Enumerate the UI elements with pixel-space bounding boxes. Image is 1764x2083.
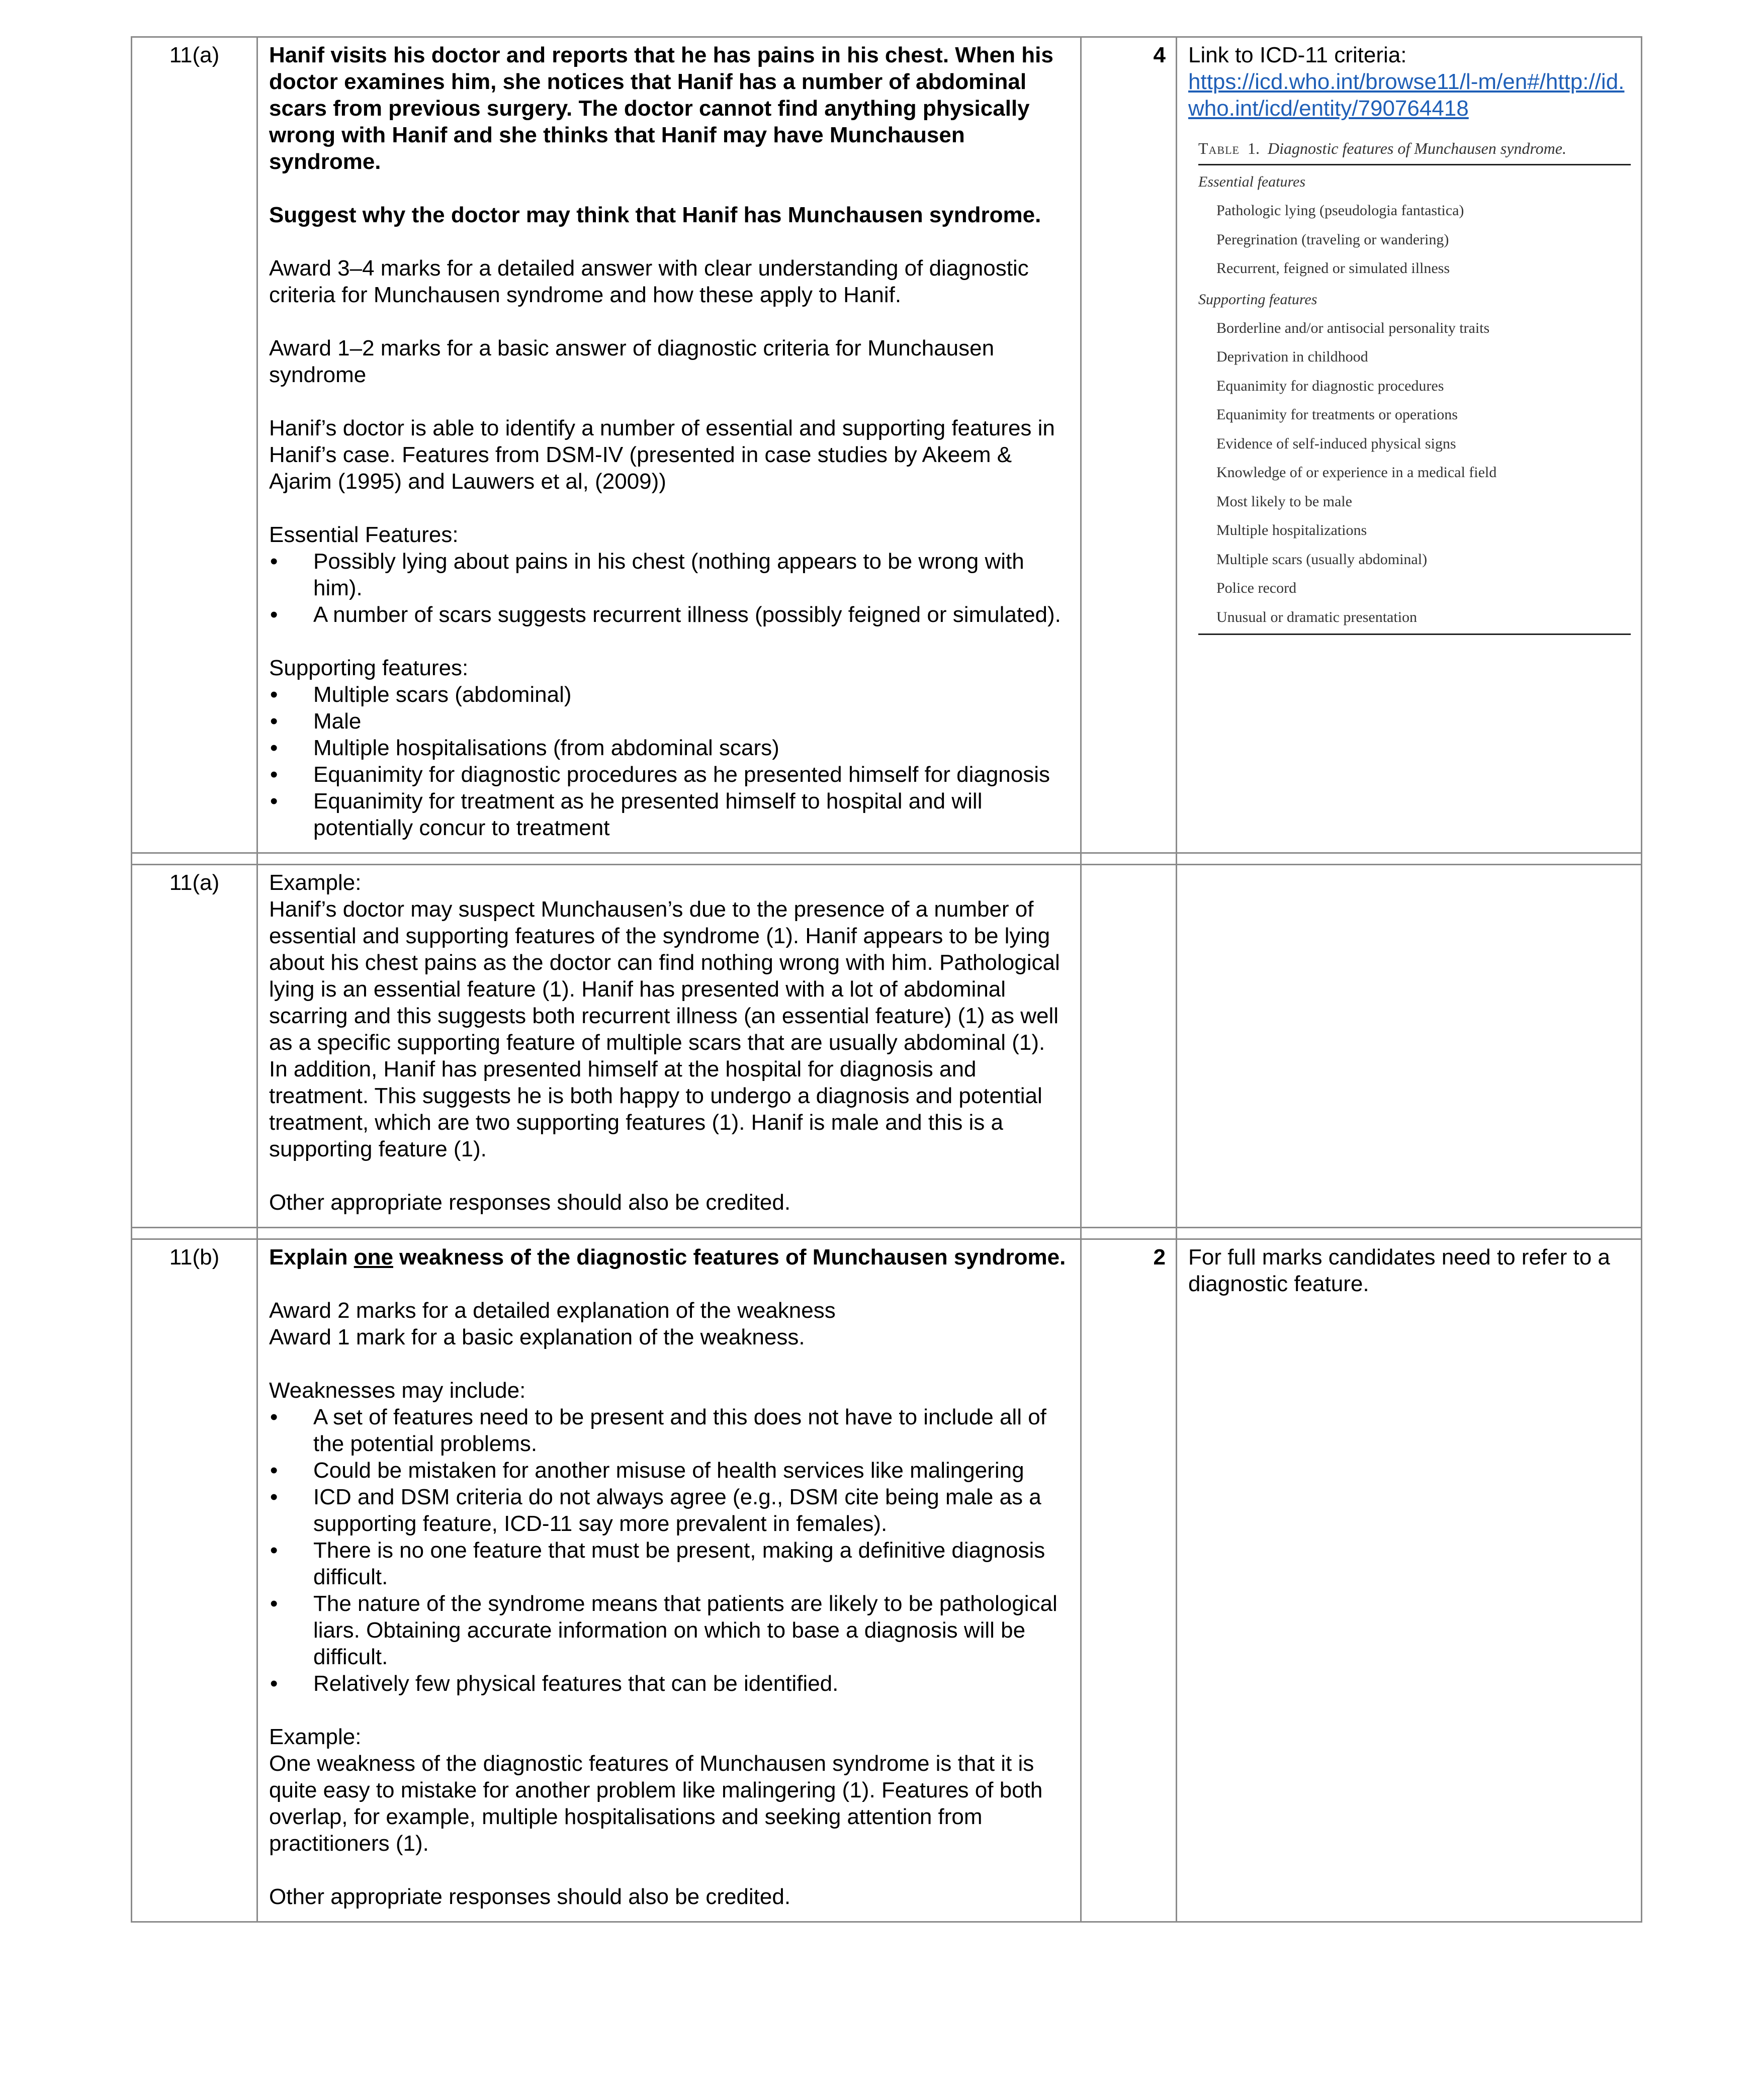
diag-item: Recurrent, feigned or simulated illness [1216,260,1450,277]
question-prompt [269,1244,1069,1271]
list-item: • Multiple hospitalisations (from abdominal scars) [269,735,1069,761]
list-item: • Relatively few physical features that can be identified. [269,1670,1069,1697]
essential-heading: Essential Features: [269,522,459,547]
diag-item: Evidence of self-induced physical signs [1216,435,1456,452]
other-responses: Other appropriate responses should also be credited. [269,1884,791,1909]
intro-text: Hanif’s doctor is able to identify a number of essential and supporting features in Hanif’s case. Features from DSM-IV (presented in case studies by Akeem & Ajarim (1995) and Lauwers et al, (2009)) [269,416,1055,494]
list-item: • Male [269,708,1069,735]
answer-cell [256,865,1080,1227]
guidance-cell [1176,865,1642,1227]
diag-item: Equanimity for treatments or operations [1216,406,1458,423]
diag-item: Knowledge of or experience in a medical field [1216,464,1497,481]
list-item: • A number of scars suggests recurrent illness (possibly feigned or simulated). [269,601,1069,628]
diag-item: Multiple hospitalizations [1216,522,1367,538]
guidance-label: Link to ICD-11 criteria: [1188,43,1407,67]
list-item: • Multiple scars (abdominal) [269,681,1069,708]
diag-table-rule [1198,633,1631,635]
row-separator [131,852,1642,865]
table-row [131,1240,1642,1923]
diag-item: Unusual or dramatic presentation [1216,608,1418,625]
question-number: 11(a) [131,36,256,852]
weaknesses-list [269,1404,1069,1697]
diag-item: Police record [1216,580,1297,596]
list-item: • Possibly lying about pains in his chest (nothing appears to be wrong with him). [269,548,1069,601]
list-item: • Could be mistaken for another misuse of health services like malingering [269,1457,1069,1484]
diagnostic-features-table [1198,138,1631,635]
other-responses: Other appropriate responses should also be credited. [269,1190,791,1215]
question-number: 11(a) [131,865,256,1227]
row-separator [131,1227,1642,1240]
award-low: Award 1 mark for a basic explanation of the weakness. [269,1325,805,1349]
example-text: Hanif’s doctor may suspect Munchausen’s due to the presence of a number of essential and supporting features of the syndrome (1). Hanif appears to be lying about his chest pains as the doctor can find nothing wrong with him. Pathological lying is an essential feature (1). Hanif has presented with a lot of abdominal scarring and this suggests both recurrent illness (an essential feature) (1) as well as a specific supporting feature of multiple scars that are usually abdominal (1). In addition, Hanif has presented himself at the hospital for diagnosis and treatment. This suggests he is both happy to undergo a diagnosis and potential treatment, which are two supporting features (1). Hanif is male and this is a supporting feature (1). [269,897,1060,1161]
marks-cell [1080,865,1176,1227]
diag-table-label: Table [1198,139,1240,157]
question-number: 11(b) [131,1240,256,1923]
diag-table-caption: Diagnostic features of Munchausen syndrome. [1268,139,1566,157]
essential-list [269,548,1069,628]
example-heading: Example: [269,870,362,895]
mark-scheme-table [131,36,1642,1923]
diag-item: Deprivation in childhood [1216,348,1368,365]
list-item: • A set of features need to be present and this does not have to include all of the potential problems. [269,1404,1069,1457]
example-text: One weakness of the diagnostic features of Munchausen syndrome is that it is quite easy to mistake for another problem like malingering (1). Features of both overlap, for example, multiple hospitalisations and seeking attention from practitioners (1). [269,1751,1043,1856]
list-item: • Equanimity for diagnostic procedures as he presented himself for diagnosis [269,761,1069,788]
diag-item: Peregrination (traveling or wandering) [1216,231,1449,248]
answer-cell [256,1240,1080,1923]
list-item: • Equanimity for treatment as he presented himself to hospital and will potentially concur to treatment [269,788,1069,841]
prompt-part: Explain [269,1245,354,1270]
award-high: Award 3–4 marks for a detailed answer with clear understanding of diagnostic criteria for Munchausen syndrome and how these apply to Hanif. [269,256,1029,307]
award-low: Award 1–2 marks for a basic answer of diagnostic criteria for Munchausen syndrome [269,336,995,387]
table-row [131,36,1642,852]
award-high: Award 2 marks for a detailed explanation of the weakness [269,1298,836,1323]
prompt-part: weakness of the diagnostic features of Munchausen syndrome. [393,1245,1066,1270]
list-item: • The nature of the syndrome means that patients are likely to be pathological liars. Obtaining accurate information on which to base a diagnosis will be difficult. [269,1590,1069,1670]
diag-item: Multiple scars (usually abdominal) [1216,551,1428,568]
diag-table-number: 1. [1248,139,1260,157]
diag-item: Pathologic lying (pseudologia fantastica) [1216,202,1464,219]
list-item: • ICD and DSM criteria do not always agree (e.g., DSM cite being male as a supporting feature, ICD-11 say more prevalent in females). [269,1484,1069,1537]
diag-supporting-heading: Supporting features [1198,291,1317,308]
list-item: • There is no one feature that must be present, making a definitive diagnosis difficult. [269,1537,1069,1590]
example-heading: Example: [269,1725,362,1749]
diag-table-title [1198,138,1631,165]
diag-essential-heading: Essential features [1198,173,1306,190]
table-row [131,865,1642,1227]
guidance-cell [1176,36,1642,852]
answer-cell [256,36,1080,852]
diag-item: Most likely to be male [1216,493,1352,510]
diag-item: Borderline and/or antisocial personality traits [1216,319,1490,336]
marks-cell: 2 [1080,1240,1176,1923]
prompt-underlined: one [354,1245,393,1270]
question-text: Hanif visits his doctor and reports that he has pains in his chest. When his doctor examines him, she notices that Hanif has a number of abdominal scars from previous surgery. The doctor cannot find anything physically wrong with Hanif and she thinks that Hanif may have Munchausen syndrome. [269,43,1053,174]
supporting-list [269,681,1069,841]
weaknesses-heading: Weaknesses may include: [269,1378,526,1403]
diag-item: Equanimity for diagnostic procedures [1216,377,1444,394]
icd-link[interactable]: https://icd.who.int/browse11/l-m/en#/http://id.who.int/icd/entity/790764418 [1188,69,1625,121]
question-prompt: Suggest why the doctor may think that Hanif has Munchausen syndrome. [269,203,1041,227]
supporting-heading: Supporting features: [269,656,469,680]
guidance-cell: For full marks candidates need to refer to a diagnostic feature. [1176,1240,1642,1923]
marks-cell: 4 [1080,36,1176,852]
